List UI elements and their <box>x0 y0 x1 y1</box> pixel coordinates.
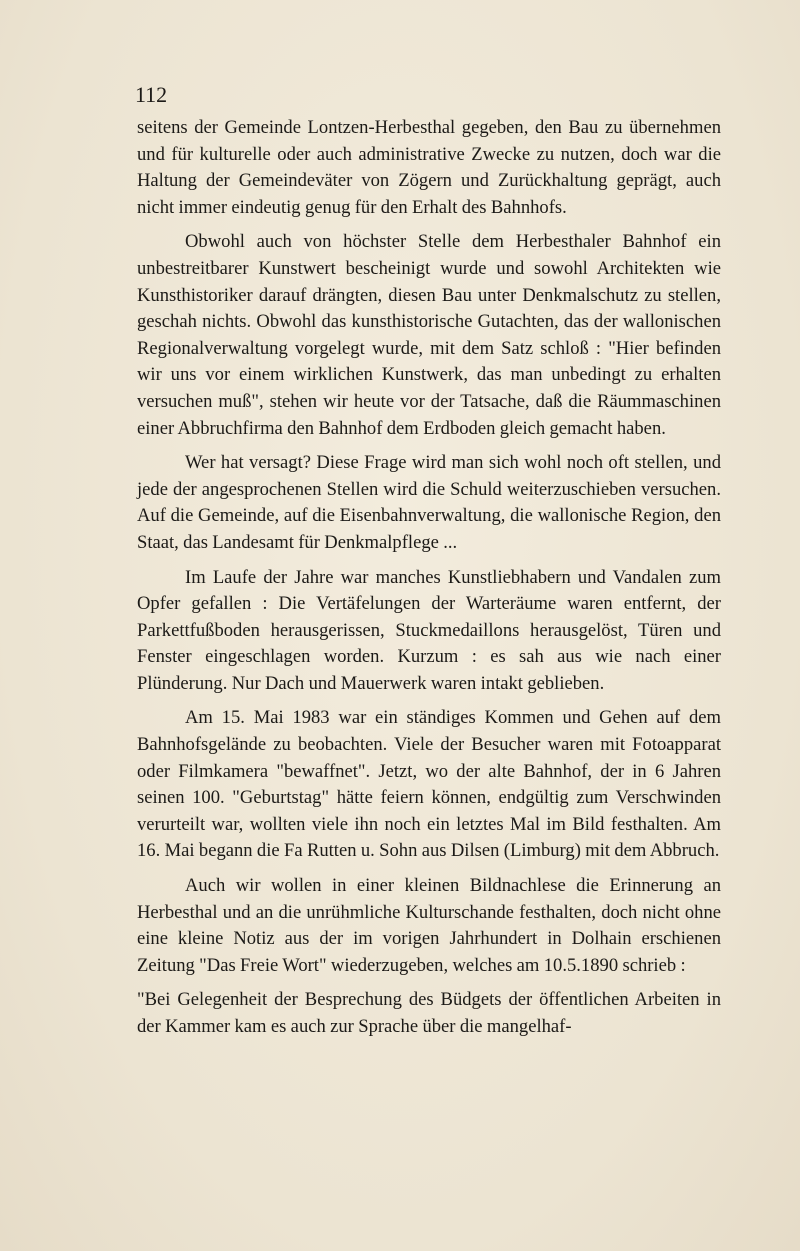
paragraph-7-quote: "Bei Gelegenheit der Besprechung des Büdgets der öffentlichen Arbeiten in der Kammer kam es auch zur Sprache über die mangelhaf- <box>137 989 721 1037</box>
paragraph-6: Auch wir wollen in einer kleinen Bildnachlese die Erinnerung an Herbesthal und an die unrühmliche Kulturschande festhalten, doch nicht ohne eine kleine Notiz aus der im vorigen Jahrhundert in Dolhain erschienen Zeitung "Das Freie Wort" wiederzugeben, welches am 10.5.1890 schrieb : <box>137 875 721 976</box>
paragraph-2: Obwohl auch von höchster Stelle dem Herbesthaler Bahnhof ein unbestreitbarer Kunstwert bescheinigt wurde und sowohl Architekten wie Kunsthistoriker darauf drängten, diesen Bau unter Denkmalschutz zu stellen, geschah nichts. Obwohl das kunsthistorische Gutachten, das der wallonischen Regionalverwaltung vorgelegt wurde, mit dem Satz schloß : "Hier befinden wir uns vor einem wirklichen Kunstwerk, das man unbedingt zu erhalten versuchen muß", stehen wir heute vor der Tatsache, daß die Räummaschinen einer Abbruchfirma den Bahnhof dem Erdboden gleich gemacht haben. <box>137 231 721 439</box>
page-number: 112 <box>135 82 168 107</box>
paragraph-5: Am 15. Mai 1983 war ein ständiges Kommen und Gehen auf dem Bahnhofsgelände zu beobachten. Viele der Besucher waren mit Fotoapparat oder Filmkamera "bewaffnet". Jetzt, wo der alte Bahnhof, der in 6 Jahren seinen 100. "Geburtstag" hätte feiern können, endgültig zum Verschwinden verurteilt war, wollten viele ihn noch ein letztes Mal im Bild festhalten. Am 16. Mai begann die Fa Rutten u. Sohn aus Dilsen (Limburg) mit dem Abbruch. <box>137 707 721 862</box>
paragraph-4: Im Laufe der Jahre war manches Kunstliebhabern und Vandalen zum Opfer gefallen : Die Vertäfelungen der Warteräume waren entfernt, der Parkettfußboden herausgerissen, Stuckmedaillons herausgelöst, Türen und Fenster eingeschlagen worden. Kurzum : es sah aus wie nach einer Plünderung. Nur Dach und Mauerwerk waren intakt geblieben. <box>137 566 721 694</box>
paragraph-3: Wer hat versagt? Diese Frage wird man sich wohl noch oft stellen, und jede der angesprochenen Stellen wird die Schuld weiterzuschieben versuchen. Auf die Gemeinde, auf die Eisenbahnverwaltung, die wallonische Region, den Staat, das Landesamt für Denkmalpflege ... <box>137 452 721 553</box>
paragraph-1: seitens der Gemeinde Lontzen-Herbesthal gegeben, den Bau zu übernehmen und für kulturelle oder auch administrative Zwecke zu nutzen, doch war die Haltung der Gemeindeväter von Zögern und Zurückhaltung geprägt, auch nicht immer eindeutig genug für den Erhalt des Bahnhofs. <box>137 117 721 218</box>
body-text <box>137 115 721 1049</box>
